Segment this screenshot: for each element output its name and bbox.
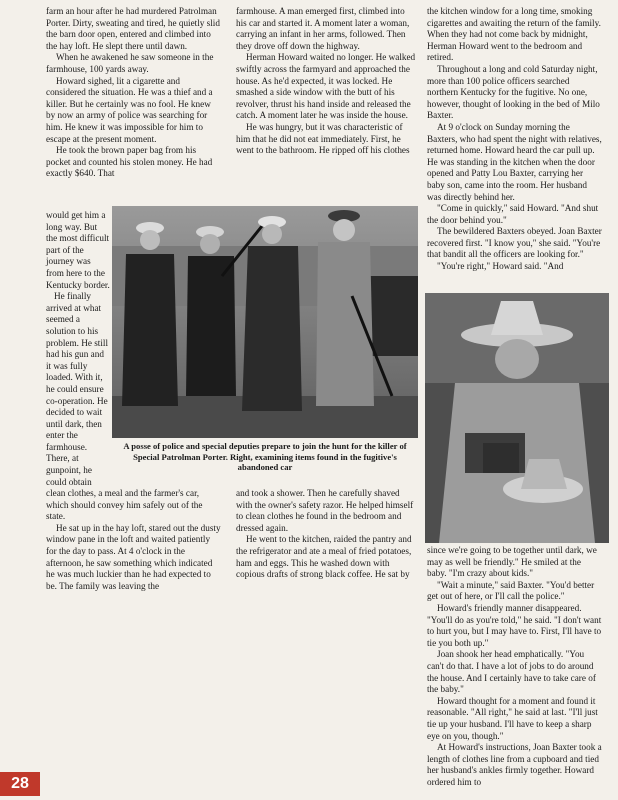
paragraph: Throughout a long and cold Saturday night, more than 100 police officers searched northern Kentucky for the fugitive. No one, however, thought of looking in the bed of Milo Baxter. [427,63,600,121]
paragraph: "Wait a minute," said Baxter. "You'd better get out of here, or I'll call the police." [427,579,595,602]
paragraph: "Come in quickly," said Howard. "And shut the door behind you." [427,203,599,225]
column-3-top [427,6,602,273]
column-2-bottom [236,488,416,581]
paragraph: farm an hour after he had murdered Patrolman Porter. Dirty, sweating and tired, he quietly slid the barn door open, entered and climbed into the hay loft. He slept there until dawn. [46,6,220,51]
paragraph: He went to the kitchen, raided the pantry and the refrigerator and ate a meal of fried potatoes, ham and eggs. This he washed down with copious drafts of strong black coffee. He sat by [236,534,412,580]
paragraph: At Howard's instructions, Joan Baxter took a length of clothes line from a cupboard and tied her husband's ankles firmly together. Howard ordered him to [427,742,602,787]
paragraph: would get him a long way. But the most difficult part of the journey was from here to the Kentucky border. [46,210,110,290]
paragraph: The bewildered Baxters obeyed. Joan Baxter recovered first. "I know you," she said. "You're that bandit all the officers are looking for." [427,226,602,260]
paragraph: Howard's friendly manner disappeared. "You'll do as you're told," he said. "I don't want to hurt you, but I may have to. First, I'll have to tie you both up." [427,602,602,648]
paragraph: Joan shook her head emphatically. "You can't do that. I have a lot of jobs to do around the house. And I certainly have to take care of the baby." [427,649,596,695]
paragraph: He was hungry, but it was characteristic of him that he did not eat immediately. First, he went to the bathroom. He ripped off his clothes [236,121,410,156]
page-number: 28 [0,772,40,796]
paragraph: He took the brown paper bag from his pocket and counted his stolen money. He had exactly $640. That [46,145,213,179]
paragraph: clean clothes, a meal and the farmer's car, which should convey him safely out of the state. [46,488,203,522]
paragraph: He sat up in the hay loft, stared out the dusty window pane in the loft and waited patiently for the day to pass. At 4 o'clock in the afternoon, he saw something which indicated he was much luckier than he had expected to be. The family was leaving the [46,522,221,591]
paragraph: the kitchen window for a long time, smoking cigarettes and awaiting the return of the family. When they had not come back by midnight, Herman Howard went to the bedroom and retired. [427,6,601,63]
paragraph: He finally arrived at what seemed a solution to his problem. He still had his gun and it was fully loaded. With it, he could ensure co-operation. He decided to wait until dark, then enter the farmhouse. There, at gunpoint, he could obtain [46,291,109,487]
paragraph: When he awakened he saw someone in the farmhouse, 100 yards away. [46,52,214,74]
officer-photo-illustration [425,293,609,543]
column-1-bottom [46,488,222,592]
paragraph: Howard thought for a moment and found it reasonable. "All right," he said at last. "I'll just tie up your husband. I'll have to keep a sharp eye on you, though." [427,695,598,741]
paragraph: since we're going to be together until dark, we may as well be friendly." He smiled at the baby. "I'm crazy about kids." [427,545,597,579]
posse-photo [112,206,418,438]
officer-photo [425,293,609,543]
column-1-top [46,6,222,180]
column-2-top [236,6,416,157]
paragraph: Herman Howard waited no longer. He walked swiftly across the farmyard and approached the house. As he'd expected, it was locked. He smashed a side window with the butt of his revolver, thrust his hand inside and released the catch. A moment later he was inside the house. [236,52,416,121]
paragraph: Howard sighed, lit a cigarette and considered the situation. He was a thief and a killer. But he certainly was no fool. He knew by now an army of police was searching for him. He knew it was impossible for him to escape at the present moment. [46,75,213,144]
posse-photo-illustration [112,206,418,438]
paragraph: farmhouse. A man emerged first, climbed into his car and started it. A moment later a woman, carrying an infant in her arms, followed. Then they drove off down the highway. [236,6,410,51]
column-1-wrap [46,210,110,488]
paragraph: "You're right," Howard said. "And [437,261,564,272]
photo-caption: A posse of police and special deputies prepare to join the hunt for the killer of Special Patrolman Porter. Right, examining items found in the fugitive's abandoned car [123,441,407,473]
paragraph: and took a shower. Then he carefully shaved with the owner's safety razor. He helped himself to clean clothes he found in the bedroom and dressed again. [236,488,414,533]
column-3-bottom [427,545,602,788]
paragraph: At 9 o'clock on Sunday morning the Baxters, who had spent the night with relatives, returned home. Howard heard the car pull up. He was standing in the kitchen when the door opened and Patty Lou Baxter, carrying her baby son, came into the room. Her husband was directly behind her. [427,121,602,202]
